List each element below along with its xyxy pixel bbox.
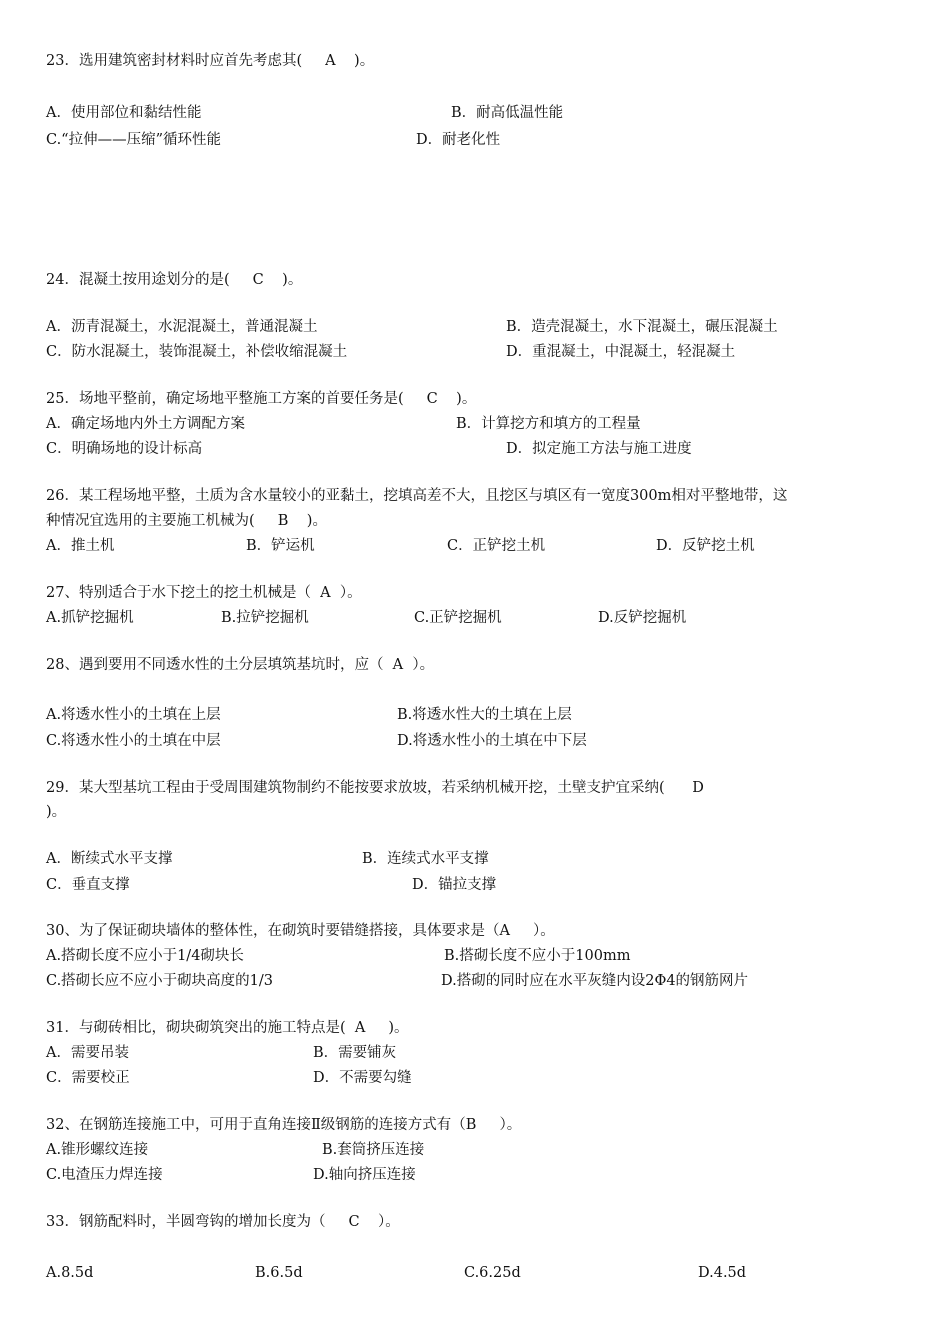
q30-stem: 30、为了保证砌块墙体的整体性，在砌筑时要错缝搭接，具体要求是（A ）。 bbox=[46, 923, 555, 939]
q24-option-d: D．重混凝土，中混凝土，轻混凝土 bbox=[506, 344, 736, 360]
q25-stem: 25．场地平整前，确定场地平整施工方案的首要任务是( C )。 bbox=[46, 391, 477, 407]
q33-option-a: A.8.5d bbox=[46, 1265, 94, 1281]
q29-stem-line2: )。 bbox=[46, 804, 67, 820]
q31-option-d: D．不需要勾缝 bbox=[313, 1070, 412, 1086]
q31-option-b: B．需要铺灰 bbox=[313, 1045, 397, 1061]
q23-option-a: A．使用部位和黏结性能 bbox=[46, 105, 202, 121]
q33-stem: 33．钢筋配料时，半圆弯钩的增加长度为（ C ）。 bbox=[46, 1214, 400, 1230]
q32-option-a: A.锥形螺纹连接 bbox=[46, 1142, 149, 1158]
q31-option-c: C．需要校正 bbox=[46, 1070, 130, 1086]
q24-stem: 24．混凝土按用途划分的是( C )。 bbox=[46, 272, 303, 288]
q33-option-c: C.6.25d bbox=[464, 1265, 521, 1281]
q24-option-a: A．沥青混凝土，水泥混凝土，普通混凝土 bbox=[46, 319, 318, 335]
q28-option-a: A.将透水性小的土填在上层 bbox=[46, 707, 221, 723]
q26-option-b: B．铲运机 bbox=[246, 538, 315, 554]
q29-option-d: D．锚拉支撑 bbox=[412, 877, 497, 893]
q27-stem: 27、特别适合于水下挖土的挖土机械是（ A ）。 bbox=[46, 585, 362, 601]
q26-option-c: C．正铲挖土机 bbox=[447, 538, 546, 554]
q27-option-c: C.正铲挖掘机 bbox=[414, 610, 502, 626]
q27-option-a: A.抓铲挖掘机 bbox=[46, 610, 134, 626]
q26-option-d: D．反铲挖土机 bbox=[656, 538, 755, 554]
q30-option-a: A.搭砌长度不应小于1/4砌块长 bbox=[46, 948, 244, 964]
q30-option-d: D.搭砌的同时应在水平灰缝内设2Φ4的钢筋网片 bbox=[441, 973, 749, 989]
q33-option-b: B.6.5d bbox=[255, 1265, 303, 1281]
q25-option-d: D．拟定施工方法与施工进度 bbox=[506, 441, 692, 457]
q33-option-d: D.4.5d bbox=[698, 1265, 747, 1281]
q23-option-d: D．耐老化性 bbox=[416, 132, 501, 148]
q28-option-c: C.将透水性小的土填在中层 bbox=[46, 733, 221, 749]
q32-option-d: D.轴向挤压连接 bbox=[313, 1167, 416, 1183]
q24-option-b: B．造壳混凝土，水下混凝土，碾压混凝土 bbox=[506, 319, 778, 335]
q29-option-a: A．断续式水平支撑 bbox=[46, 851, 173, 867]
q26-option-a: A．推土机 bbox=[46, 538, 115, 554]
q31-stem: 31．与砌砖相比，砌块砌筑突出的施工特点是( A )。 bbox=[46, 1020, 409, 1036]
q31-option-a: A．需要吊装 bbox=[46, 1045, 129, 1061]
q23-option-c: C.“拉伸——压缩”循环性能 bbox=[46, 132, 222, 148]
q24-option-c: C．防水混凝土，装饰混凝土，补偿收缩混凝土 bbox=[46, 344, 348, 360]
q23-option-b: B．耐高低温性能 bbox=[451, 105, 564, 121]
q29-option-c: C．垂直支撑 bbox=[46, 877, 130, 893]
q26-stem-line1: 26．某工程场地平整，土质为含水量较小的亚黏土，挖填高差不大，且挖区与填区有一宽度300m相对平整地带，这 bbox=[46, 488, 788, 504]
q29-option-b: B．连续式水平支撑 bbox=[362, 851, 489, 867]
q29-stem-line1: 29．某大型基坑工程由于受周围建筑物制约不能按要求放坡，若采纳机械开挖，土壁支护宜采纳( D bbox=[46, 780, 704, 796]
q30-option-c: C.搭砌长应不应小于砌块高度的1/3 bbox=[46, 973, 274, 989]
q27-option-d: D.反铲挖掘机 bbox=[598, 610, 687, 626]
q23-stem: 23．选用建筑密封材料时应首先考虑其( A )。 bbox=[46, 53, 375, 69]
q27-option-b: B.拉铲挖掘机 bbox=[221, 610, 309, 626]
q28-option-d: D.将透水性小的土填在中下层 bbox=[397, 733, 587, 749]
q25-option-a: A．确定场地内外土方调配方案 bbox=[46, 416, 245, 432]
q30-option-b: B.搭砌长度不应小于100mm bbox=[444, 948, 631, 964]
q32-option-b: B.套筒挤压连接 bbox=[322, 1142, 425, 1158]
q25-option-b: B．计算挖方和填方的工程量 bbox=[456, 416, 641, 432]
q28-stem: 28、遇到要用不同透水性的土分层填筑基坑时，应（ A ）。 bbox=[46, 657, 435, 673]
q32-option-c: C.电渣压力焊连接 bbox=[46, 1167, 163, 1183]
q28-option-b: B.将透水性大的土填在上层 bbox=[397, 707, 572, 723]
q26-stem-line2: 种情况宜选用的主要施工机械为( B )。 bbox=[46, 513, 327, 529]
q32-stem: 32、在钢筋连接施工中，可用于直角连接Ⅱ级钢筋的连接方式有（B ）。 bbox=[46, 1117, 522, 1133]
q25-option-c: C．明确场地的设计标高 bbox=[46, 441, 203, 457]
